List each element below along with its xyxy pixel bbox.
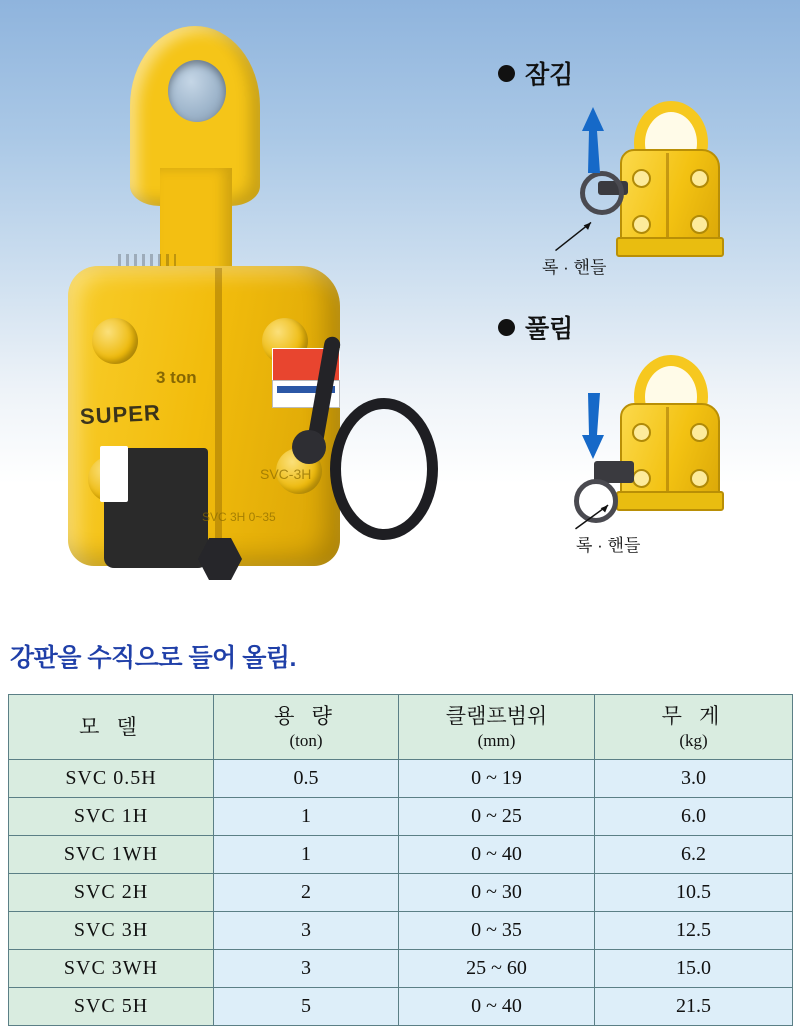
spec-mark: SVC 3H 0~35 (202, 510, 276, 524)
column-header-capacity (214, 695, 399, 760)
column-header-weight-unit: (kg) (679, 730, 708, 750)
diagram-lock (498, 55, 788, 277)
table-row (9, 760, 793, 798)
column-header-capacity-unit: (ton) (289, 730, 323, 750)
clamp-shackle-hole (168, 60, 226, 122)
section-caption: 강판을 수직으로 들어 올림. (10, 644, 296, 672)
arrow-down-icon (580, 391, 606, 461)
table-row (9, 912, 793, 950)
mini-body (620, 403, 720, 503)
cell-range: 0 ~ 30 (399, 874, 595, 912)
cell-capacity: 1 (214, 798, 399, 836)
column-header-weight-label: 무 게 (661, 704, 726, 729)
mini-bolt (690, 469, 709, 488)
cell-range: 25 ~ 60 (399, 950, 595, 988)
column-header-range (399, 695, 595, 760)
cell-weight: 3.0 (595, 760, 793, 798)
diagram-unlock-title: 풀림 (525, 315, 574, 343)
mini-lock-ring (580, 171, 624, 215)
cell-range: 0 ~ 35 (399, 912, 595, 950)
cell-range: 0 ~ 40 (399, 988, 595, 1026)
cell-weight: 15.0 (595, 950, 793, 988)
vertical-clamp-photo (30, 18, 370, 598)
table-row (9, 874, 793, 912)
cell-model: SVC 3WH (9, 950, 214, 988)
cell-weight: 10.5 (595, 874, 793, 912)
capacity-mark: 3 ton (156, 368, 197, 387)
bullet-icon (498, 319, 515, 336)
cell-weight: 6.2 (595, 836, 793, 874)
cell-model: SVC 1H (9, 798, 214, 836)
table-row (9, 798, 793, 836)
mini-bolt (690, 215, 709, 234)
diagram-lock-heading (498, 55, 788, 91)
mini-bolt (632, 169, 651, 188)
mini-bolt (632, 469, 651, 488)
cell-model: SVC 2H (9, 874, 214, 912)
cell-capacity: 3 (214, 950, 399, 988)
cell-weight: 12.5 (595, 912, 793, 950)
cell-weight: 6.0 (595, 798, 793, 836)
cell-model: SVC 1WH (9, 836, 214, 874)
model-mark: SVC-3H (260, 466, 312, 482)
arrow-up-icon (580, 105, 606, 175)
mini-body (620, 149, 720, 249)
table-header-row (9, 695, 793, 760)
cell-capacity: 1 (214, 836, 399, 874)
table-row (9, 988, 793, 1026)
lock-clamp-illustration (542, 97, 780, 277)
unlock-handle-callout: 록 · 핸들 (576, 536, 641, 555)
mini-foot (616, 237, 724, 257)
unlock-clamp-illustration (550, 351, 780, 555)
lock-handle-callout: 록 · 핸들 (542, 258, 607, 277)
lock-handle-pin (292, 430, 326, 464)
cell-capacity: 3 (214, 912, 399, 950)
clamp-jaw-slot (100, 446, 128, 502)
mini-bolt (690, 169, 709, 188)
table-row (9, 950, 793, 988)
diagram-unlock-heading (498, 309, 788, 345)
cell-capacity: 5 (214, 988, 399, 1026)
cell-capacity: 0.5 (214, 760, 399, 798)
diagram-lock-title: 잠김 (525, 61, 574, 89)
cell-range: 0 ~ 19 (399, 760, 595, 798)
column-header-range-unit: (mm) (477, 730, 516, 750)
operation-diagrams (498, 55, 788, 595)
cell-model: SVC 3H (9, 912, 214, 950)
cell-range: 0 ~ 25 (399, 798, 595, 836)
brand-mark: SUPER (79, 399, 162, 430)
cell-model: SVC 0.5H (9, 760, 214, 798)
lock-handle-ring (330, 398, 438, 540)
cell-model: SVC 5H (9, 988, 214, 1026)
mini-bolt (632, 423, 651, 442)
column-header-weight (595, 695, 793, 760)
mini-bolt (632, 215, 651, 234)
column-header-model-label: 모 델 (79, 714, 143, 739)
diagram-unlock (498, 309, 788, 555)
column-header-range-label: 클램프범위 (445, 704, 548, 729)
column-header-capacity-label: 용 량 (274, 704, 338, 729)
leader-line (554, 215, 594, 255)
mini-bolt (690, 423, 709, 442)
spec-table (8, 694, 793, 1026)
column-header-model (9, 695, 214, 760)
table-row (9, 836, 793, 874)
clamp-bolt (92, 318, 138, 364)
cell-weight: 21.5 (595, 988, 793, 1026)
bullet-icon (498, 65, 515, 82)
cell-range: 0 ~ 40 (399, 836, 595, 874)
cell-capacity: 2 (214, 874, 399, 912)
mini-foot (616, 491, 724, 511)
